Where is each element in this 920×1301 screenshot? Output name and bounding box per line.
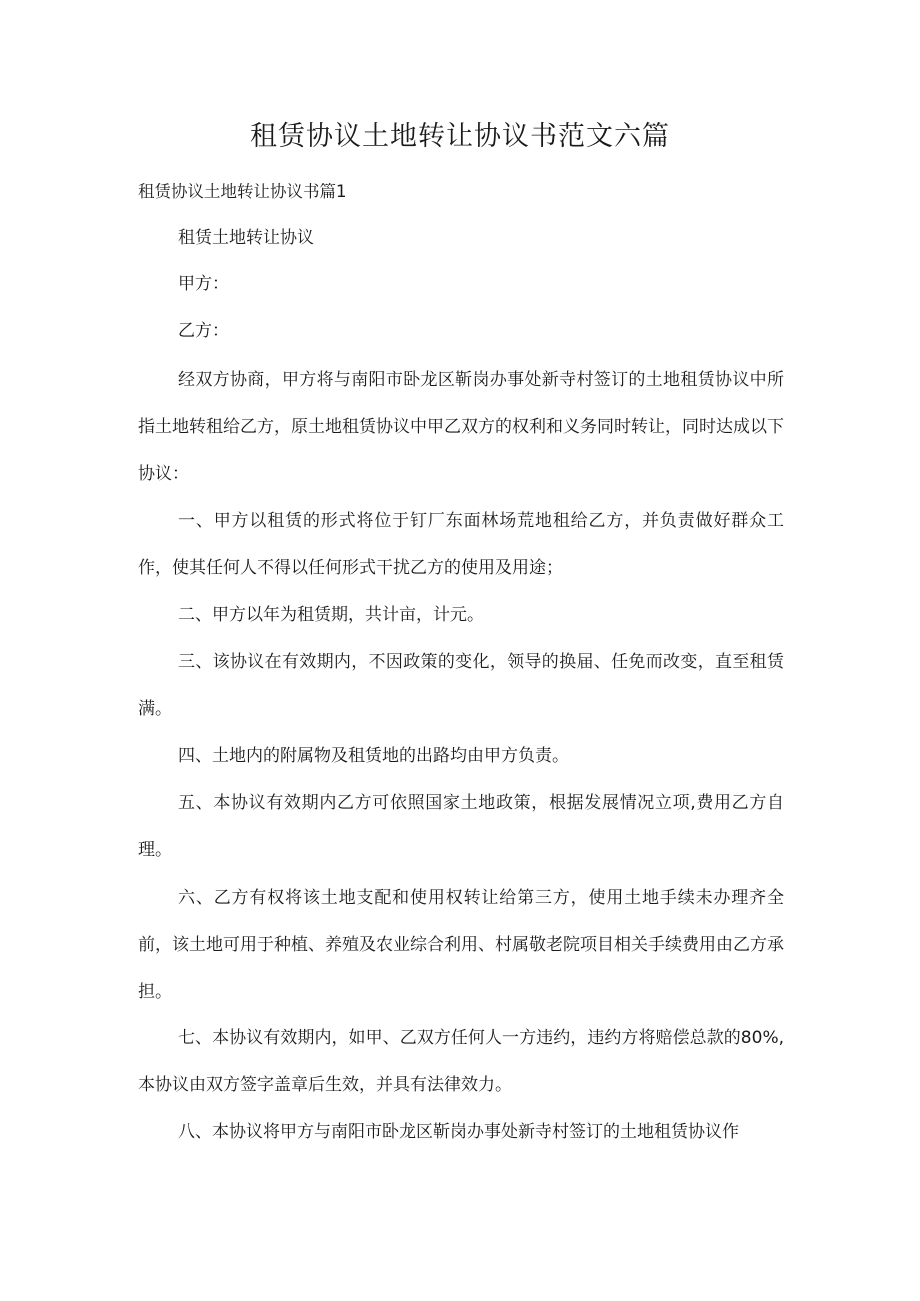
clause-2: 二、甲方以年为租赁期，共计亩，计元。 [178,605,484,625]
clause-1: 一、甲方以租赁的形式将位于钉厂东面林场荒地租给乙方，并负责做好群众工作，使其任何人不得以任何形式干扰乙方的使用及用途； [138,511,784,578]
section-heading: 租赁协议土地转让协议书篇1 [138,182,347,201]
clause-6: 六、乙方有权将该土地支配和使用权转让给第三方，使用土地手续未办理齐全前，该土地可用于种植、养殖及农业综合利用、村属敬老院项目相关手续费用由乙方承担。 [138,888,784,1002]
agreement-title: 租赁土地转让协议 [178,228,314,248]
party-a-line: 甲方： [178,274,229,294]
clause-7: 七、本协议有效期内，如甲、乙双方任何人一方违约，违约方将赔偿总款的80%,本协议由双方签字盖章后生效，并具有法律效力。 [138,1028,784,1095]
clause-3: 三、该协议在有效期内，不因政策的变化，领导的换届、任免而改变，直至租赁满。 [138,652,784,719]
party-b-line: 乙方： [178,321,229,341]
clause-8: 八、本协议将甲方与南阳市卧龙区靳岗办事处新寺村签订的土地租赁协议作 [178,1122,739,1142]
clause-4: 四、土地内的附属物及租赁地的出路均由甲方负责。 [178,746,569,766]
clause-5: 五、本协议有效期内乙方可依照国家土地政策，根据发展情况立项,费用乙方自理。 [138,793,784,860]
intro-paragraph: 经双方协商，甲方将与南阳市卧龙区靳岗办事处新寺村签订的土地租赁协议中所指土地转租给乙方，原土地租赁协议中甲乙双方的权利和义务同时转让，同时达成以下协议： [138,370,784,484]
document-title: 租赁协议土地转让协议书范文六篇 [250,121,670,152]
